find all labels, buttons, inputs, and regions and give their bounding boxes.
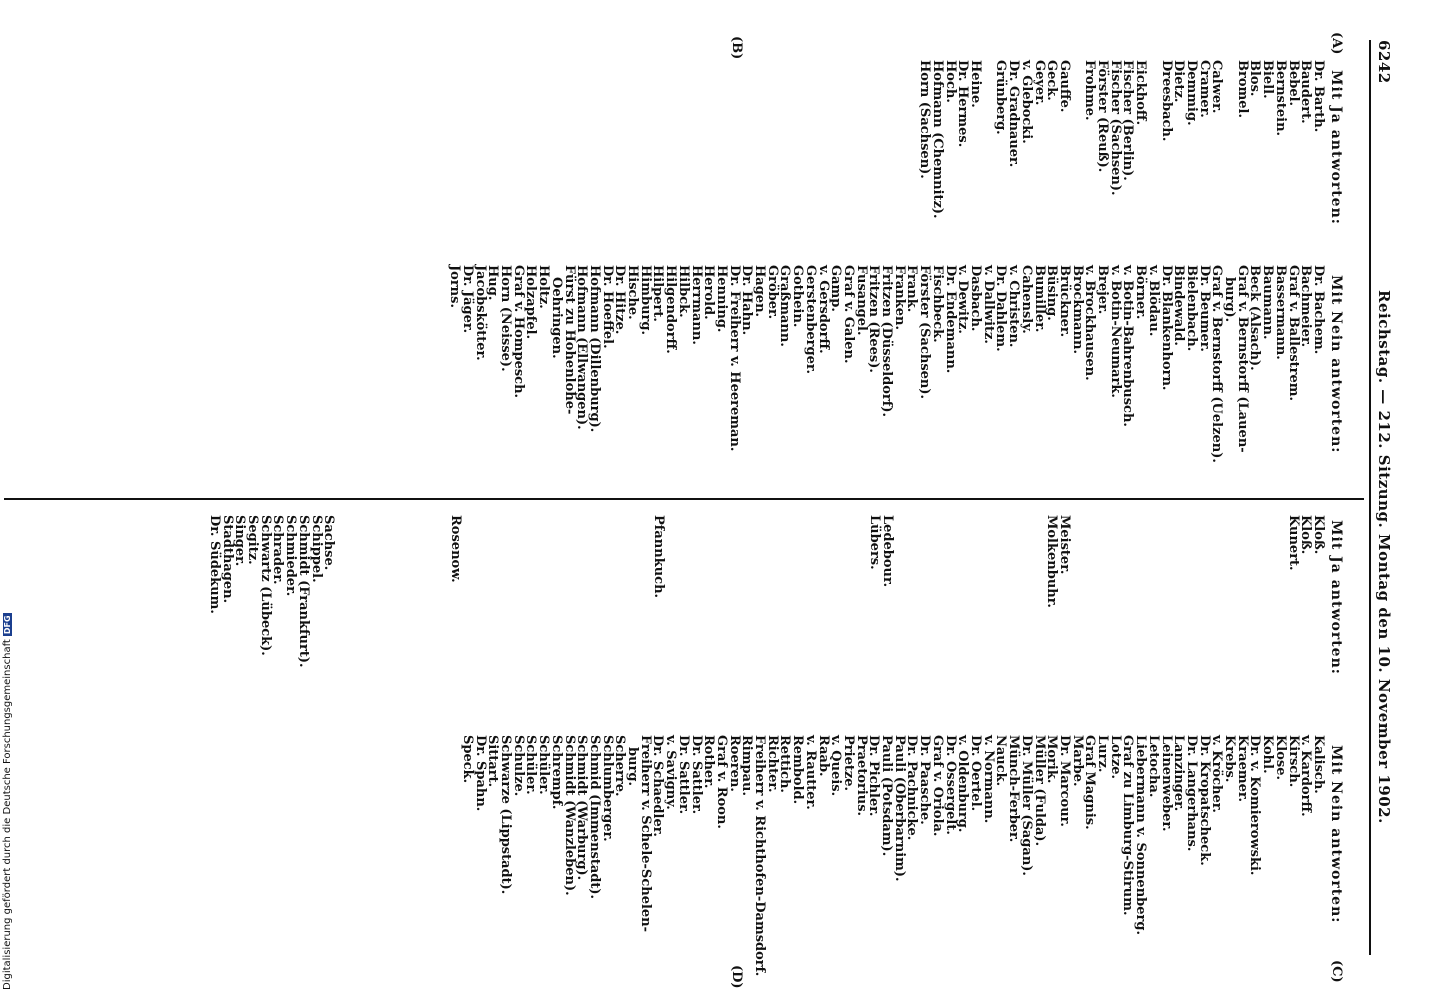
name-entry: Cahensly.: [1018, 265, 1034, 334]
name-entry: Dr. Paasche.: [917, 735, 933, 825]
digitization-credit: [2, 613, 13, 990]
name-entry: v. Savigny.: [663, 735, 679, 810]
name-entry: Bernstein.: [1272, 60, 1288, 137]
name-entry: Graf v. Oriola.: [929, 735, 945, 837]
spacer: [943, 515, 956, 668]
credit-text: Digitalisierung gefördert durch die Deutsche Forschungsgemeinschaft: [2, 639, 13, 990]
name-entry: Lotze.: [1107, 735, 1123, 779]
name-entry: Bumiller.: [1031, 265, 1047, 333]
spacer: [1134, 515, 1147, 668]
name-entry: v. Botin-Bahrenbusch.: [1120, 265, 1136, 427]
name-entry: Dasbach.: [968, 265, 984, 332]
spacer: [537, 515, 550, 668]
spacer: [385, 515, 398, 668]
name-entry: v. Christen.: [1006, 265, 1022, 348]
name-entry: Bebel.: [1285, 60, 1301, 107]
name-entry: Dr. Hitze.: [612, 265, 628, 335]
name-entry: Schmid (Immenstadt).: [586, 735, 602, 900]
name-entry: Schippel.: [308, 515, 324, 583]
name-entry: Büsing.: [1044, 265, 1060, 321]
spacer: [778, 515, 791, 668]
name-entry: Schüler.: [523, 735, 539, 795]
spacer: [474, 515, 487, 668]
name-entry: v. Kardorff.: [1298, 735, 1314, 817]
col2-heading: Mit Nein antworten:: [1328, 275, 1344, 454]
spacer: [791, 515, 804, 668]
name-entry: Dr. Spahn.: [472, 735, 488, 812]
page-number: 6242: [1375, 40, 1393, 84]
spacer: [1146, 60, 1159, 219]
name-entry: Klose.: [1272, 735, 1288, 781]
name-entry: Dr. v. Komierowski.: [1247, 735, 1263, 876]
name-entry: Geck.: [1044, 60, 1060, 101]
name-entry: Brockmann.: [1069, 265, 1085, 355]
spacer: [728, 515, 741, 668]
spacer: [1273, 515, 1286, 668]
name-entry: Kloß.: [1298, 515, 1314, 555]
name-entry: Dr. Freiherr v. Heereman.: [726, 265, 742, 452]
name-entry: v. Botin-Neumark.: [1107, 265, 1123, 398]
name-entry: Kohl.: [1260, 735, 1276, 774]
name-entry: Müller (Fulda).: [1031, 735, 1047, 847]
spacer: [487, 515, 500, 668]
name-entry: Dr. Marcour.: [1056, 735, 1072, 827]
name-entry: Leinenweber.: [1158, 735, 1174, 832]
spacer: [347, 515, 360, 668]
margin-marker-c: (C): [1329, 960, 1344, 983]
name-entry: Graf zu Limburg-Stirum.: [1120, 735, 1136, 916]
name-entry: Molkenbuhr.: [1044, 515, 1060, 608]
name-entry: Graf v. Ballestrem.: [1285, 265, 1301, 402]
name-entry: Rosenow.: [448, 515, 464, 583]
name-entry: Rembold.: [790, 735, 806, 805]
name-entry: Dr. Sattler.: [675, 735, 691, 815]
spacer: [334, 515, 347, 668]
name-entry: Rettich.: [777, 735, 793, 793]
name-entry: Schlumberger.: [599, 735, 615, 842]
name-entry: Schrempf.: [548, 735, 564, 810]
spacer: [410, 515, 423, 668]
spacer: [1159, 515, 1172, 668]
name-entry: Dr. Endemann.: [942, 265, 958, 374]
name-entry: Graf Magnis.: [1082, 735, 1098, 830]
spacer: [842, 515, 855, 668]
spacer: [626, 515, 639, 668]
name-entry: Sachse.: [321, 515, 337, 571]
spacer: [563, 515, 576, 668]
name-entry: Fischer (Berlin).: [1120, 60, 1136, 181]
name-entry: Hoch.: [942, 60, 958, 103]
spacer: [1248, 515, 1261, 668]
name-entry: Gröber.: [764, 265, 780, 320]
name-entry: Lurz.: [1095, 735, 1111, 773]
name-entry: Segitz.: [245, 515, 261, 565]
name-entry: Hofmann (Chemnitz).: [929, 60, 945, 219]
name-entry: Dr. Dahlem.: [993, 265, 1009, 352]
name-entry: burg.: [625, 747, 641, 787]
name-entry: Eickhoff.: [1133, 60, 1149, 126]
name-entry: Bassermann.: [1272, 265, 1288, 360]
spacer: [753, 515, 766, 668]
name-entry: Oehringen.: [548, 277, 564, 359]
col2-name-list: [447, 265, 1324, 463]
name-entry: Graf v. Bernstorff (Uelzen).: [1209, 265, 1225, 463]
name-entry: Geyer.: [1031, 60, 1047, 106]
col3-heading: Mit Ja antworten:: [1328, 520, 1344, 675]
name-entry: Hilpert.: [650, 265, 666, 322]
name-entry: Dr. Kropatscheck.: [1196, 735, 1212, 866]
name-entry: Dr. Pachnicke.: [904, 735, 920, 841]
name-entry: Hische.: [625, 265, 641, 320]
name-entry: Förster (Sachsen).: [917, 265, 933, 400]
spacer: [575, 515, 588, 668]
spacer: [1096, 515, 1109, 668]
name-entry: Lanzinger.: [1171, 735, 1187, 812]
name-entry: Schwarze (Lippstadt).: [498, 735, 513, 895]
name-entry: Nauck.: [993, 735, 1009, 787]
spacer: [1261, 515, 1274, 668]
spacer: [829, 515, 842, 668]
name-entry: Meister.: [1057, 515, 1073, 575]
name-entry: Graf v. Bernstorff (Lauen-: [1234, 265, 1250, 453]
spacer: [1007, 515, 1020, 668]
spacer: [981, 515, 994, 668]
spacer: [436, 515, 449, 668]
name-entry: Graf v. Roon.: [713, 735, 729, 829]
column-divider: [4, 498, 1364, 500]
name-entry: Kirsch.: [1285, 735, 1301, 788]
spacer: [994, 515, 1007, 668]
spacer: [690, 515, 703, 668]
name-entry: Kalisch.: [1311, 735, 1326, 794]
name-entry: Schmidt (Wanzleben).: [561, 735, 577, 896]
name-entry: Dr. Südekum.: [206, 515, 222, 614]
name-entry: Scherre.: [612, 735, 628, 797]
spacer: [804, 515, 817, 668]
name-entry: Hofmann (Dillenburg).: [586, 265, 602, 433]
name-entry: Brückner.: [1056, 265, 1072, 338]
name-entry: v. Dallwitz.: [980, 265, 996, 344]
col4-heading: Mit Nein antworten:: [1328, 745, 1344, 924]
name-entry: Schwartz (Lübeck).: [257, 515, 273, 656]
spacer: [512, 515, 525, 668]
col1-heading: Mit Ja antworten:: [1328, 70, 1344, 225]
spacer: [601, 515, 614, 668]
name-entry: Hug.: [485, 265, 501, 301]
name-entry: Schmidt (Frankfurt).: [295, 515, 311, 668]
spacer: [499, 515, 512, 668]
name-entry: Rimpau.: [739, 735, 755, 796]
spacer: [1032, 515, 1045, 668]
col1-name-list: [918, 60, 1324, 219]
name-entry: Dr. Müller (Sagan).: [1018, 735, 1034, 876]
spacer: [715, 515, 728, 668]
name-entry: Förster (Reuß).: [1095, 60, 1111, 173]
spacer: [588, 515, 601, 668]
name-entry: Baudert.: [1298, 60, 1314, 124]
spacer: [613, 515, 626, 668]
name-entry: burg).: [1222, 277, 1238, 323]
page-title: Reichstag. — 212. Sitzung. Montag den 10. November 1902.: [1375, 290, 1393, 824]
name-entry: Morik.: [1044, 735, 1060, 784]
name-entry: Dr. Langerhans.: [1183, 735, 1199, 852]
name-entry: Rother.: [701, 735, 717, 789]
name-entry: Dietz.: [1171, 60, 1187, 103]
spacer: [905, 515, 918, 668]
name-entry: Hagen.: [752, 265, 768, 318]
spacer: [766, 515, 779, 668]
name-entry: Grünberg.: [993, 60, 1009, 135]
name-entry: Schmieder.: [283, 515, 299, 597]
name-entry: Holtz.: [536, 265, 552, 309]
name-entry: Brejer.: [1095, 265, 1111, 315]
spacer: [360, 515, 373, 668]
name-entry: Speck.: [459, 735, 475, 784]
name-entry: Dr. Hermes.: [955, 60, 971, 148]
margin-marker-d: (D): [729, 965, 744, 989]
spacer: [461, 515, 474, 668]
name-entry: Pauli (Oberbarnim).: [891, 735, 907, 882]
name-entry: Cramer.: [1196, 60, 1212, 118]
name-entry: Gerstenberger.: [802, 265, 818, 375]
spacer: [398, 515, 411, 668]
name-entry: Kraemer.: [1234, 735, 1250, 803]
name-entry: Fritzen (Düsseldorf).: [879, 265, 895, 418]
spacer: [1184, 515, 1197, 668]
name-entry: Liebermann v. Sonnenberg.: [1133, 735, 1149, 935]
name-entry: Holzapfel.: [523, 265, 539, 340]
name-entry: v. Brockhausen.: [1082, 265, 1098, 381]
name-entry: Beck (Alsach).: [1247, 265, 1263, 371]
name-entry: Jorns.: [447, 265, 463, 308]
name-entry: Ledebour.: [879, 515, 895, 588]
spacer: [677, 515, 690, 668]
name-entry: Henning.: [713, 265, 729, 333]
name-entry: Schmidt (Warburg).: [574, 735, 590, 881]
name-entry: Dr. Beumer.: [1196, 265, 1212, 352]
name-entry: Hilbck.: [675, 265, 691, 318]
spacer: [702, 515, 715, 668]
name-entry: v. Rautter.: [802, 735, 818, 810]
name-entry: Dr. Schaedler.: [650, 735, 666, 837]
name-entry: Stadthagen.: [219, 515, 235, 604]
name-entry: Dr. Barth.: [1311, 60, 1326, 133]
name-entry: Raab.: [815, 735, 831, 777]
name-entry: Dr. Hahn.: [739, 265, 755, 336]
spacer: [854, 515, 867, 668]
name-entry: Dr. Hoeffel.: [599, 265, 615, 349]
name-entry: Demmig.: [1183, 60, 1199, 126]
name-entry: Graßmann.: [777, 265, 793, 347]
name-entry: Dr. Bachem.: [1311, 265, 1326, 355]
name-entry: Bindewald.: [1171, 265, 1187, 346]
name-entry: Horn (Sachsen).: [917, 60, 933, 179]
spacer: [423, 515, 436, 668]
name-entry: Marbe.: [1069, 735, 1085, 787]
name-entry: Herrmann.: [688, 265, 704, 345]
name-entry: v. Glebocki.: [1018, 60, 1034, 144]
name-entry: Kloß.: [1311, 515, 1326, 555]
spacer: [1235, 515, 1248, 668]
name-entry: Gothein.: [790, 265, 806, 328]
name-entry: Praetorius.: [853, 735, 869, 817]
name-entry: Freiherr v. Richthofen-Damsdorf.: [752, 735, 768, 977]
name-entry: Baumann.: [1260, 265, 1276, 340]
spacer: [525, 515, 538, 668]
name-entry: Roeren.: [726, 735, 742, 792]
name-entry: Richter.: [764, 735, 780, 793]
name-entry: Jacobskötter.: [472, 265, 488, 361]
name-entry: Gauffe.: [1056, 60, 1072, 113]
name-entry: Fritzen (Rees).: [866, 265, 882, 373]
name-entry: Letocha.: [1145, 735, 1161, 798]
spacer: [1121, 515, 1134, 668]
spacer: [969, 515, 982, 668]
name-entry: Franken.: [891, 265, 907, 330]
name-entry: Dr. Pichler.: [866, 735, 882, 817]
spacer: [931, 515, 944, 668]
name-entry: Krebs.: [1222, 735, 1238, 783]
name-entry: Gamp.: [828, 265, 844, 312]
name-entry: Hofmann (Ellwangen).: [574, 265, 590, 430]
name-entry: Dr. Ossergelt.: [942, 735, 958, 835]
spacer: [1083, 515, 1096, 668]
name-entry: Dr. Jäger.: [459, 265, 475, 334]
spacer: [1172, 515, 1185, 668]
name-entry: Freiherr v. Schele-Schelen-: [637, 735, 653, 933]
name-entry: Prietze.: [840, 735, 856, 792]
spacer: [816, 515, 829, 668]
name-entry: Calwer.: [1209, 60, 1225, 114]
name-entry: Fürst zu Hohenlohe-: [561, 265, 577, 415]
name-entry: Sittart.: [485, 735, 501, 788]
margin-marker-b: (B): [729, 36, 744, 60]
name-entry: Börner.: [1133, 265, 1149, 320]
name-entry: Pauli (Potsdam).: [879, 735, 895, 857]
name-entry: Heine.: [968, 60, 984, 108]
spacer: [956, 515, 969, 668]
name-entry: Dr. Sattler.: [688, 735, 704, 815]
margin-marker-a: (A): [1329, 32, 1344, 55]
name-entry: Hilgendorff.: [663, 265, 679, 354]
name-entry: v. Blödau.: [1145, 265, 1161, 337]
col3-name-list: [207, 515, 1324, 668]
name-entry: Lübers.: [866, 515, 882, 570]
name-entry: Dr. Gradnauer.: [1006, 60, 1022, 168]
spacer: [1019, 515, 1032, 668]
name-entry: Bromel.: [1234, 60, 1250, 118]
spacer: [550, 515, 563, 668]
name-entry: Dreesbach.: [1158, 60, 1174, 142]
spacer: [1222, 60, 1235, 219]
name-entry: Dr. Blankenhorn.: [1158, 265, 1174, 391]
spacer: [1197, 515, 1210, 668]
name-entry: Graf v. Hompesch.: [510, 265, 526, 399]
header-rule: [1369, 40, 1371, 955]
spacer: [1108, 515, 1121, 668]
spacer: [1146, 515, 1159, 668]
spacer: [1210, 515, 1223, 668]
dfg-logo: DFG: [3, 615, 12, 635]
name-entry: Fischbeck.: [929, 265, 945, 343]
name-entry: Kunert.: [1285, 515, 1301, 571]
spacer: [664, 515, 677, 668]
name-entry: v. Normann.: [980, 735, 996, 824]
name-entry: Bachmeier.: [1298, 265, 1314, 348]
name-entry: Frank.: [904, 265, 920, 313]
name-entry: Singer.: [232, 515, 248, 567]
name-entry: Schrader.: [270, 515, 286, 585]
name-entry: Dr. Oertel.: [968, 735, 984, 812]
name-entry: Blos.: [1247, 60, 1263, 97]
name-entry: Frohme.: [1082, 60, 1098, 121]
name-entry: Fischer (Sachsen).: [1107, 60, 1123, 196]
name-entry: Fusangel.: [853, 265, 869, 336]
name-entry: Himburg.: [637, 265, 653, 335]
spacer: [1070, 515, 1083, 668]
name-entry: v. Oldenburg.: [955, 735, 971, 833]
name-entry: Münch-Ferber.: [1006, 735, 1022, 843]
spacer: [1222, 515, 1235, 668]
name-entry: Pfannkuch.: [651, 515, 667, 599]
spacer: [740, 515, 753, 668]
name-entry: Graf v. Galen.: [840, 265, 856, 364]
spacer: [918, 515, 931, 668]
name-entry: v. Queis.: [828, 735, 844, 797]
col4-name-list: [460, 735, 1324, 976]
name-entry: v. Kröcher.: [1209, 735, 1225, 813]
name-entry: Herold.: [701, 265, 717, 320]
name-entry: Schüler.: [536, 735, 552, 795]
spacer: [639, 515, 652, 668]
name-entry: Schulze.: [510, 735, 526, 797]
name-entry: Biell.: [1260, 60, 1276, 99]
spacer: [372, 515, 385, 668]
name-entry: Horn (Neisse).: [498, 265, 513, 372]
name-entry: v. Gersdorff.: [815, 265, 831, 354]
name-entry: Bielenbach.: [1183, 265, 1199, 352]
name-entry: v. Dewitz.: [955, 265, 971, 334]
